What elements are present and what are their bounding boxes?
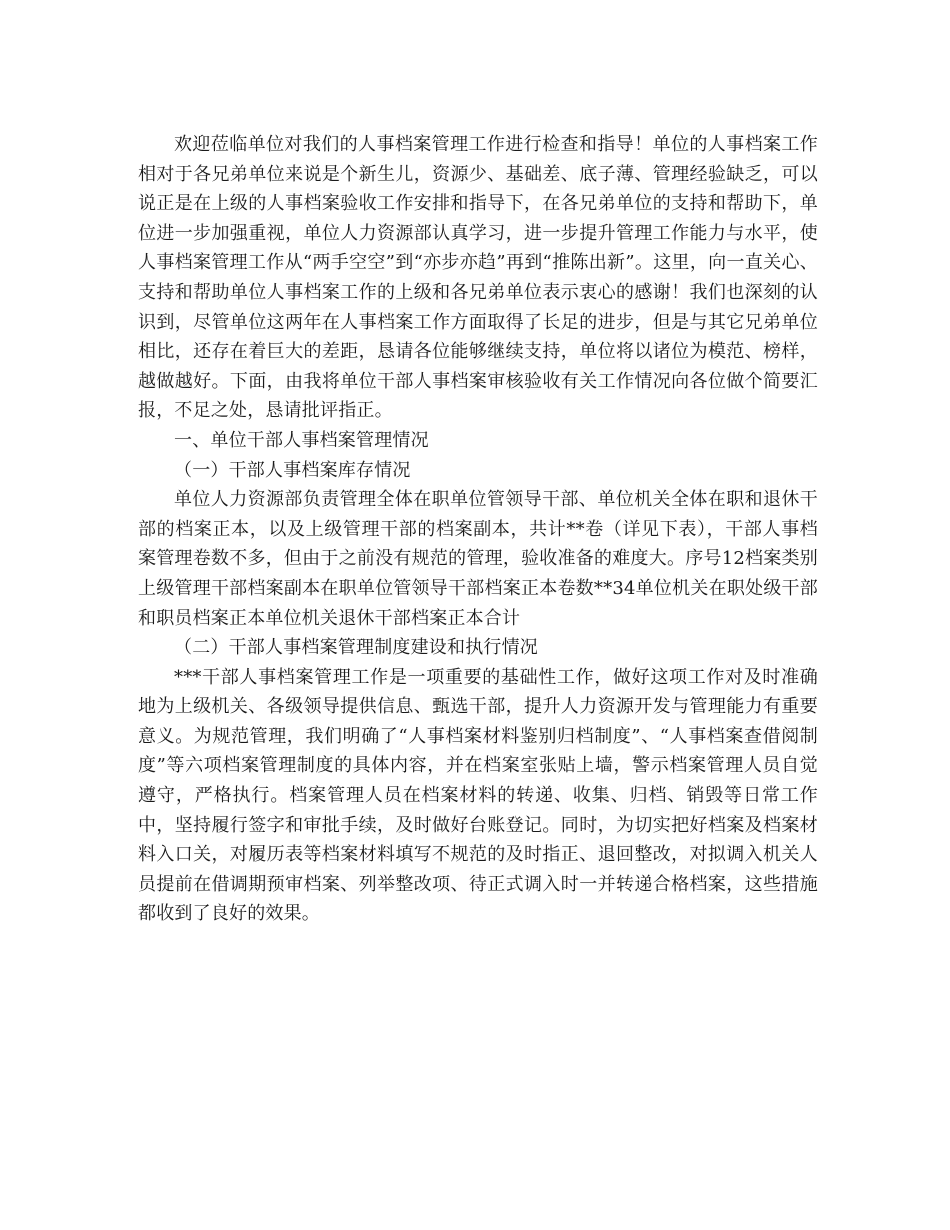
paragraph-management-system: ***干部人事档案管理工作是一项重要的基础性工作，做好这项工作对及时准确地为上级机关、各级领导提供信息、甄选干部，提升人力资源开发与管理能力有重要意义。为规范管理，我们明确了“人事档案材料鉴别归档制度”、“人事档案查借阅制度”等六项档案管理制度的具体内容，并在档案室张贴上墙，警示档案管理人员自觉遵守，严格执行。档案管理人员在档案材料的转递、收集、归档、销毁等日常工作中，坚持履行签字和审批手续，及时做好台账登记。同时，为切实把好档案及档案材料入口关，对履历表等档案材料填写不规范的及时指正、退回整改，对拟调入机关人员提前在借调期预审档案、列举整改项、待正式调入时一并转递合格档案，这些措施都收到了良好的效果。	[138, 666, 818, 925]
document-body	[138, 130, 818, 929]
subsection-heading-2: （二）干部人事档案管理制度建设和执行情况	[174, 637, 538, 659]
paragraph-intro: 欢迎莅临单位对我们的人事档案管理工作进行检查和指导！单位的人事档案工作相对于各兄弟单位来说是个新生儿，资源少、基础差、底子薄、管理经验缺乏，可以说正是在上级的人事档案验收工作安排和指导下，在各兄弟单位的支持和帮助下，单位进一步加强重视，单位人力资源部认真学习，进一步提升管理工作能力与水平，使人事档案管理工作从“两手空空”到“亦步亦趋”再到“推陈出新”。这里，向一直关心、支持和帮助单位人事档案工作的上级和各兄弟单位表示衷心的感谢！我们也深刻的认识到，尽管单位这两年在人事档案工作方面取得了长足的进步，但是与其它兄弟单位相比，还存在着巨大的差距，恳请各位能够继续支持，单位将以诸位为模范、榜样，越做越好。下面，由我将单位干部人事档案审核验收有关工作情况向各位做个简要汇报，不足之处，恳请批评指正。	[138, 134, 818, 422]
paragraph-archive-inventory: 单位人力资源部负责管理全体在职单位管领导干部、单位机关全体在职和退休干部的档案正本，以及上级管理干部的档案副本，共计**卷（详见下表），干部人事档案管理卷数不多，但由于之前没有规范的管理，验收准备的难度大。序号12档案类别上级管理干部档案副本在职单位管领导干部档案正本卷数**34单位机关在职处级干部和职员档案正本单位机关退休干部档案正本合计	[138, 489, 818, 629]
subsection-heading-1: （一）干部人事档案库存情况	[174, 459, 411, 481]
section-heading-1: 一、单位干部人事档案管理情况	[174, 429, 429, 451]
